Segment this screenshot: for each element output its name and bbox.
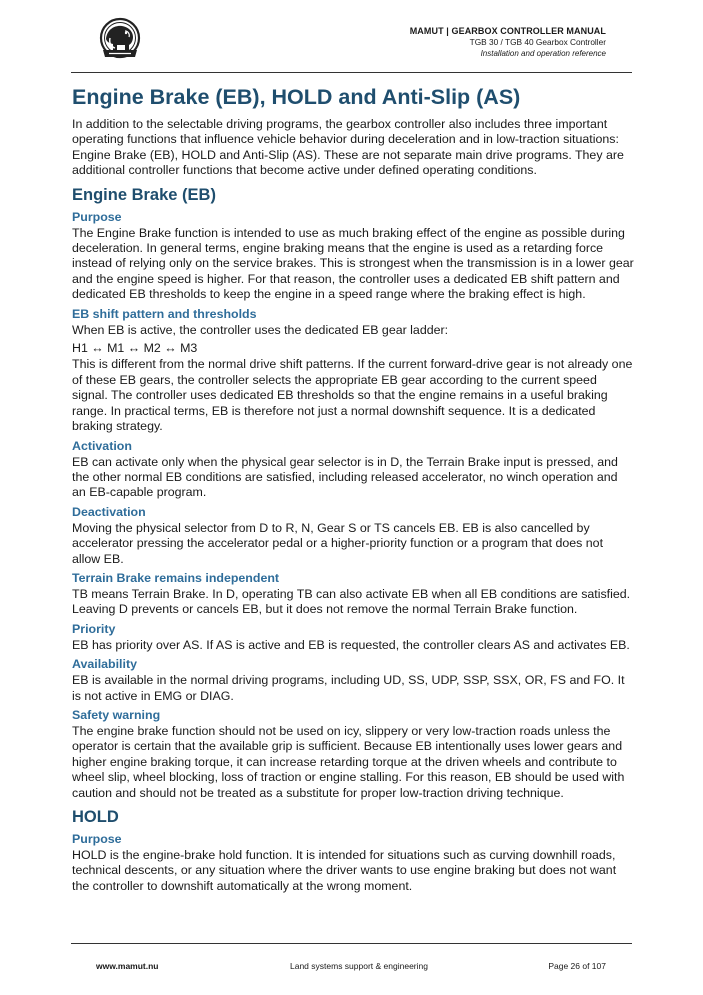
eb-terrain-heading: Terrain Brake remains independent (72, 570, 280, 585)
eb-activation-text: EB can activate only when the physical gear selector is in D, the Terrain Brake input is pressed, and the other normal EB conditions are satisfied, including released accelerator, no winch operation and an EB-capable program. (72, 454, 618, 500)
footer-divider (71, 943, 632, 944)
eb-safety-heading: Safety warning (72, 707, 161, 722)
header-note: Installation and operation reference (480, 49, 606, 58)
eb-availability-text: EB is available in the normal driving programs, including UD, SS, UDP, SSP, SSX, OR, FS and FO. It is not active in EMG or DIAG. (72, 673, 625, 703)
page-header (410, 25, 606, 59)
header-title: MAMUT | GEARBOX CONTROLLER MANUAL (409, 26, 606, 36)
eb-shift-heading: EB shift pattern and thresholds (72, 306, 257, 321)
footer-center-text: Land systems support & engineering (290, 961, 428, 971)
hold-purpose-text: HOLD is the engine-brake hold function. It is intended for situations such as curving downhill roads, technical descents, or any situation where the driver wants to use engine braking but does not want the controller to downshift automatically at the wrong moment. (72, 848, 617, 893)
eb-activation-heading: Activation (72, 438, 132, 453)
document-body (72, 84, 634, 895)
eb-safety-text: The engine brake function should not be used on icy, slippery or very low-traction roads unless the operator is certain that the available grip is sufficient. Because EB intentionally uses lower gears and higher engine braking torque, it can increase retarding torque at the driven wheels and contribute to wheel slip, wheel blocking, loss of traction or engine stalling. For this reason, EB should be used with caution and should not be treated as a substitute for proper low-traction driving technique. (72, 723, 625, 800)
section-heading-hold: HOLD (72, 808, 119, 826)
page-title: Engine Brake (EB), HOLD and Anti-Slip (AS) (72, 85, 521, 109)
hold-purpose-heading: Purpose (72, 832, 122, 846)
footer-page-number: Page 26 of 107 (548, 961, 606, 971)
mamut-logo-icon (95, 17, 145, 62)
eb-deactivation-text: Moving the physical selector from D to R, N, Gear S or TS cancels EB. EB is also cancelled by accelerator pressing the accelerator pedal or a higher-priority function or a program that does not allow EB. (72, 520, 604, 566)
header-divider (71, 72, 632, 73)
eb-shift-intro: When EB is active, the controller uses the dedicated EB gear ladder: (72, 322, 449, 337)
eb-purpose-heading: Purpose (72, 209, 122, 224)
eb-priority-heading: Priority (72, 621, 116, 636)
eb-terrain-text: TB means Terrain Brake. In D, operating TB can also activate EB when all EB conditions are satisfied. Leaving D prevents or cancels EB, but it does not remove the normal Terrain Brake function. (72, 586, 631, 617)
eb-shift-text: This is different from the normal drive shift patterns. If the current forward-drive gear is not already one of these EB gears, the controller selects the appropriate EB gear according to the current speed signal. The controller uses dedicated EB thresholds so that the engine remains in a useful braking range. In practical terms, EB is therefore not just a normal downshift sequence. It is a dedicated braking strategy. (72, 357, 633, 434)
eb-gear-ladder: H1 ↔ M1 ↔ M2 ↔ M3 (72, 341, 198, 356)
eb-priority-text: EB has priority over AS. If AS is active and EB is requested, the controller clears AS and activates EB. (72, 637, 630, 652)
eb-purpose-text: The Engine Brake function is intended to use as much braking effect of the engine as possible during deceleration. In general terms, engine braking means that the engine is used as a retarding force instead of relying only on the service brakes. This is strongest when the transmission is in a lower gear and the engine speed is higher. For that reason, the controller uses a dedicated EB shift pattern and dedicated EB thresholds to keep the engine in a speed range where the braking effect is high. (72, 225, 634, 302)
footer-website-link[interactable]: www.mamut.nu (96, 961, 159, 971)
eb-availability-heading: Availability (72, 657, 137, 672)
eb-deactivation-heading: Deactivation (72, 504, 146, 519)
header-subtitle: TGB 30 / TGB 40 Gearbox Controller (469, 37, 606, 47)
intro-paragraph: In addition to the selectable driving programs, the gearbox controller also includes three important operating functions that influence vehicle behavior during deceleration and in low-traction situations: Engine Brake (EB), HOLD and Anti-Slip (AS). These are not separate main drive programs. They are additional controller functions that become active under defined operating conditions. (72, 117, 624, 178)
section-heading-eb: Engine Brake (EB) (72, 185, 216, 204)
